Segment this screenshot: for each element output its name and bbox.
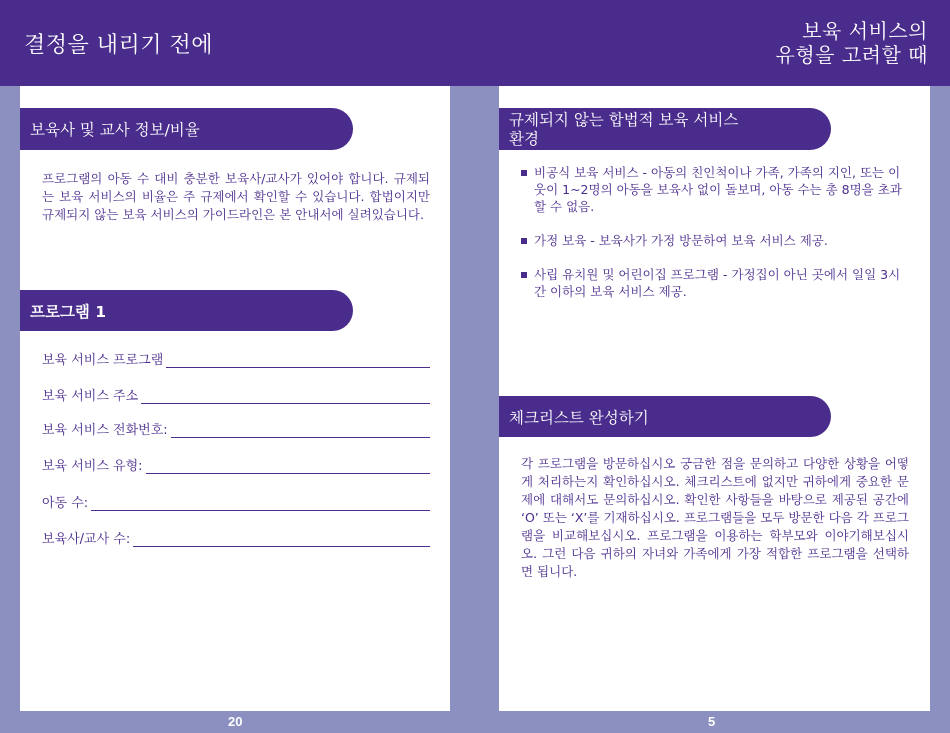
left-header-title: 결정을 내리기 전에: [24, 33, 214, 58]
child-count-line[interactable]: [91, 496, 430, 511]
ratio-section-heading: 보육사 및 교사 정보/비율: [20, 108, 353, 150]
program-name-label: 보육 서비스 프로그램: [42, 353, 164, 368]
unregulated-bullet-list: [521, 164, 911, 317]
header-bar: [0, 0, 950, 86]
unregulated-section-heading: [499, 108, 831, 150]
program-phone-field[interactable]: [42, 419, 430, 438]
program-phone-line[interactable]: [171, 423, 430, 438]
program-type-field[interactable]: [42, 455, 430, 474]
program-name-line[interactable]: [166, 353, 430, 368]
unregulated-heading-line2: 환경: [509, 130, 539, 148]
program-type-line[interactable]: [146, 459, 430, 474]
right-header-title-line2: 유형을 고려할 때: [775, 43, 928, 67]
bullet-square-icon: [521, 272, 527, 278]
checklist-section-heading: 체크리스트 완성하기: [499, 396, 831, 437]
right-header-title: [776, 19, 928, 67]
program-address-line[interactable]: [141, 389, 430, 404]
left-page-number: 20: [228, 714, 243, 729]
right-header-title-line1: 보육 서비스의: [802, 19, 928, 43]
checklist-section-body: 각 프로그램을 방문하십시오 궁금한 점을 문의하고 다양한 상황을 어떻게 처리하는지 확인하십시오. 체크리스트에 없지만 귀하에게 중요한 문제에 대해서도 문의하십시오. 확인한 사항들을 바탕으로 제공된 공간에 ‘O’ 또는 ‘X’를 기재하십시오. 프로그램들을 모두 방문한 다음 각 프로그램을 비교해보십시오. 프로그램을 이용하는 학부모와 이야기해보십시오. 그런 다음 귀하의 자녀와 가족에게 가장 적합한 프로그램을 선택하면 됩니다.: [521, 456, 909, 579]
right-page-number: 5: [708, 714, 716, 729]
program-name-field[interactable]: [42, 349, 430, 368]
list-item: 사립 유치원 및 어린이집 프로그램 - 가정집이 아닌 곳에서 일일 3시간 이하의 보육 서비스 제공.: [521, 266, 911, 300]
teacher-count-field[interactable]: [42, 528, 430, 547]
program-phone-label: 보육 서비스 전화번호:: [42, 423, 168, 438]
list-item: 가정 보육 - 보육사가 가정 방문하여 보육 서비스 제공.: [521, 232, 911, 249]
ratio-section-body: 프로그램의 아동 수 대비 충분한 보육사/교사가 있어야 합니다. 규제되는 보육 서비스의 비율은 주 규제에서 확인할 수 있습니다. 합법이지만 규제되지 않는 보육 서비스의 가이드라인은 본 안내서에 실려있습니다.: [42, 171, 430, 222]
child-count-label: 아동 수:: [42, 496, 89, 511]
bullet-square-icon: [521, 170, 527, 176]
program-section-heading: 프로그램 1: [20, 290, 353, 331]
bullet-square-icon: [521, 238, 527, 244]
program-type-label: 보육 서비스 유형:: [42, 459, 143, 474]
unregulated-heading-line1: 규제되지 않는 합법적 보육 서비스: [509, 111, 739, 129]
teacher-count-line[interactable]: [133, 532, 430, 547]
teacher-count-label: 보육사/교사 수:: [42, 532, 131, 547]
program-address-label: 보육 서비스 주소: [42, 389, 139, 404]
list-item: 비공식 보육 서비스 - 아동의 친인척이나 가족, 가족의 지인, 또는 이웃이 1~2명의 아동을 보육사 없이 돌보며, 아동 수는 총 8명을 초과할 수 없음.: [521, 164, 911, 215]
child-count-field[interactable]: [42, 492, 430, 511]
program-address-field[interactable]: [42, 385, 430, 404]
